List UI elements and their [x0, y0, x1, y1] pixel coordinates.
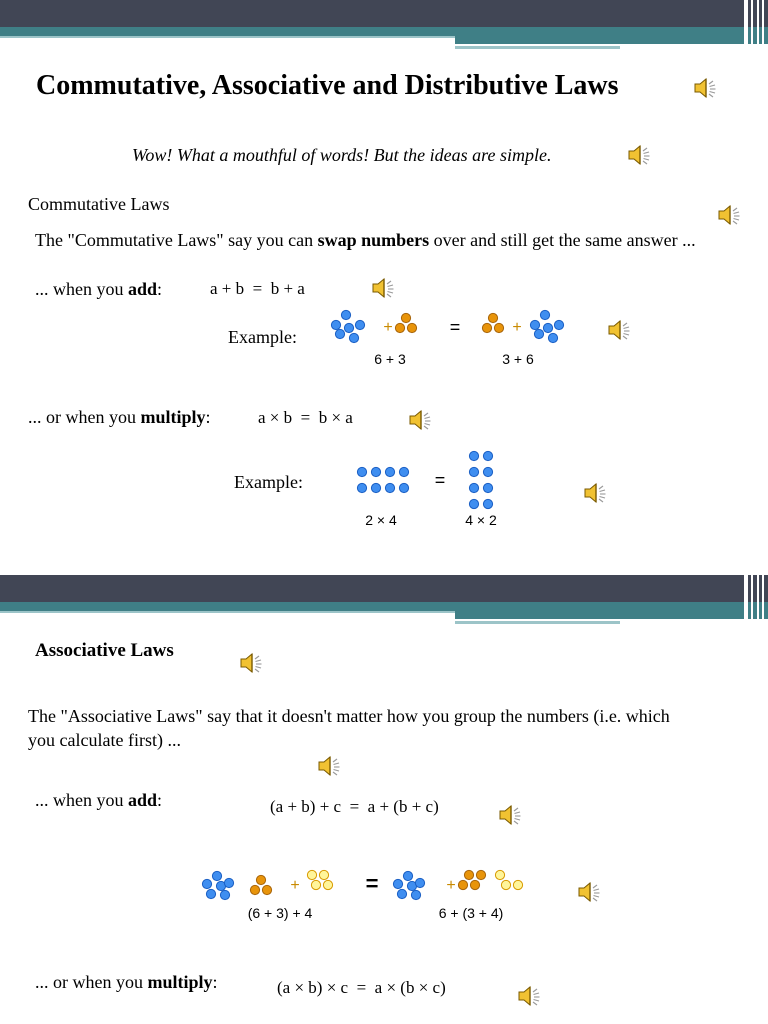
section-heading-associative: Associative Laws: [35, 640, 174, 661]
caption-6-plus-3: 6 + 3: [374, 351, 406, 367]
blue-dot: [469, 467, 478, 476]
section-heading-commutative: Commutative Laws: [28, 194, 170, 214]
caption-4-times-2: 4 × 2: [465, 512, 497, 528]
blue-dot: [393, 879, 402, 888]
commutative-description: The "Commutative Laws" say you can swap numbers over and still get the same answer ...: [35, 230, 696, 250]
blue-dot: [344, 323, 353, 332]
speaker-icon[interactable]: [497, 802, 523, 828]
blue-dot: [202, 879, 211, 888]
yellow-dot: [307, 870, 316, 879]
yellow-dot: [319, 870, 328, 879]
multiply-label: ... or when you multiply:: [28, 407, 211, 427]
speaker-icon[interactable]: [238, 650, 264, 676]
orange-dot: [407, 323, 416, 332]
equals-sign: =: [365, 871, 379, 896]
blue-dot: [341, 310, 350, 319]
blue-dot: [206, 889, 215, 898]
blue-dot: [469, 451, 478, 460]
blue-dot: [483, 483, 492, 492]
add-label: ... when you add:: [35, 279, 163, 299]
blue-dot: [548, 333, 557, 342]
assoc-multiply-label: ... or when you multiply:: [35, 972, 218, 992]
caption-grouped-right: 6 + (3 + 4): [438, 905, 504, 921]
blue-dot: [212, 871, 221, 880]
equals-sign: =: [449, 317, 461, 337]
orange-dot: [494, 323, 503, 332]
speaker-icon[interactable]: [576, 879, 602, 905]
caption-3-plus-6: 3 + 6: [502, 351, 534, 367]
yellow-dot: [495, 870, 504, 879]
multiply-example-label: Example:: [234, 472, 303, 492]
orange-dot: [256, 875, 265, 884]
blue-dot: [224, 878, 233, 887]
speaker-icon[interactable]: [582, 480, 608, 506]
orange-dot: [470, 880, 479, 889]
associative-description-line-1: The "Associative Laws" say that it doesn't matter how you group the numbers (i.e. which: [28, 706, 670, 726]
yellow-dot: [323, 880, 332, 889]
blue-dot: [397, 889, 406, 898]
associative-description-line-2: you calculate first) ...: [28, 730, 181, 750]
assoc-multiply-formula: (a × b) × c = a × (b × c): [277, 978, 446, 997]
slide-header-band: [0, 0, 768, 52]
plus-sign: +: [446, 877, 456, 894]
blue-dot: [357, 467, 366, 476]
blue-dot: [554, 320, 563, 329]
yellow-dot: [311, 880, 320, 889]
slide-header-band: [0, 575, 768, 627]
speaker-icon[interactable]: [716, 202, 742, 228]
blue-dot: [483, 467, 492, 476]
speaker-icon[interactable]: [316, 753, 342, 779]
blue-dot: [411, 890, 420, 899]
caption-2-times-4: 2 × 4: [365, 512, 397, 528]
slide-title: Commutative, Associative and Distributive Laws: [36, 70, 619, 101]
commutative-add-figure: [330, 308, 580, 370]
blue-dot: [399, 467, 408, 476]
commutative-multiply-figure: [350, 448, 510, 532]
blue-dot: [540, 310, 549, 319]
blue-dot: [543, 323, 552, 332]
orange-dot: [488, 313, 497, 322]
add-formula: a + b = b + a: [210, 279, 305, 298]
speaker-icon[interactable]: [626, 142, 652, 168]
blue-dot: [534, 329, 543, 338]
blue-dot: [371, 467, 380, 476]
yellow-dot: [501, 880, 510, 889]
plus-sign: +: [383, 319, 393, 336]
speaker-icon[interactable]: [692, 75, 718, 101]
plus-sign: +: [512, 319, 522, 336]
speaker-icon[interactable]: [407, 407, 433, 433]
orange-dot: [482, 323, 491, 332]
orange-dot: [476, 870, 485, 879]
blue-dot: [357, 483, 366, 492]
blue-dot: [371, 483, 380, 492]
blue-dot: [483, 451, 492, 460]
blue-dot: [415, 878, 424, 887]
speaker-icon[interactable]: [370, 275, 396, 301]
blue-dot: [483, 499, 492, 508]
blue-dot: [469, 499, 478, 508]
multiply-formula: a × b = b × a: [258, 408, 353, 427]
orange-dot: [458, 880, 467, 889]
blue-dot: [399, 483, 408, 492]
orange-dot: [250, 885, 259, 894]
blue-dot: [403, 871, 412, 880]
blue-dot: [349, 333, 358, 342]
blue-dot: [385, 467, 394, 476]
blue-dot: [469, 483, 478, 492]
blue-dot: [385, 483, 394, 492]
plus-sign: +: [290, 877, 300, 894]
intro-text: Wow! What a mouthful of words! But the ideas are simple.: [132, 145, 552, 165]
assoc-add-label: ... when you add:: [35, 790, 163, 810]
add-example-label: Example:: [228, 327, 297, 347]
speaker-icon[interactable]: [516, 983, 542, 1009]
caption-grouped-left: (6 + 3) + 4: [247, 905, 313, 921]
orange-dot: [262, 885, 271, 894]
orange-dot: [395, 323, 404, 332]
speaker-icon[interactable]: [606, 317, 632, 343]
blue-dot: [335, 329, 344, 338]
assoc-add-formula: (a + b) + c = a + (b + c): [270, 797, 439, 816]
slide-associative: [0, 575, 768, 1024]
blue-dot: [220, 890, 229, 899]
blue-dot: [331, 320, 340, 329]
blue-dot: [355, 320, 364, 329]
orange-dot: [464, 870, 473, 879]
blue-dot: [530, 320, 539, 329]
equals-sign: =: [434, 470, 446, 490]
associative-add-figure: [200, 862, 545, 924]
orange-dot: [401, 313, 410, 322]
yellow-dot: [513, 880, 522, 889]
